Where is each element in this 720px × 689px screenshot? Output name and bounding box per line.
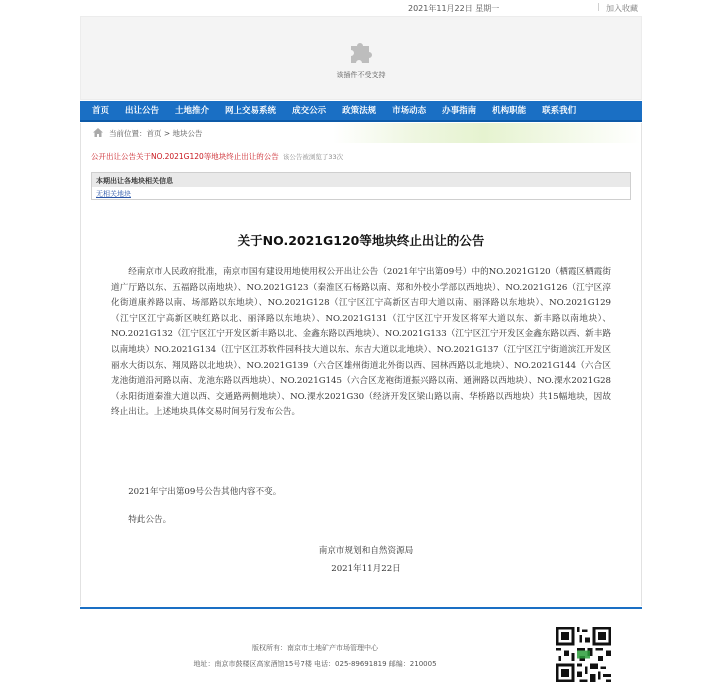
article-title: 关于NO.2021G120等地块终止出让的公告 — [237, 233, 485, 248]
notice-title: 公开出让公告关于NO.2021G120等地块终止出让的公告 — [91, 152, 279, 161]
main-nav — [80, 101, 642, 122]
main-content — [80, 123, 642, 606]
nav-item-land-promotion[interactable]: 土地推介 — [175, 106, 210, 116]
qr-code-icon — [556, 627, 611, 682]
nav-item-transfer-notice[interactable]: 出让公告 — [125, 106, 160, 116]
article-paragraph: 2021年宁出第09号公告其他内容不变。 — [128, 487, 282, 497]
nav-item-market-news[interactable]: 市场动态 — [392, 106, 427, 116]
article-paragraph: 特此公告。 — [128, 514, 172, 525]
breadcrumb: 当前位置：首页 > 地块公告 — [109, 129, 203, 138]
parcel-info-link[interactable]: 无相关地块 — [96, 190, 131, 198]
current-date: 2021年11月22日 星期一 — [408, 4, 500, 13]
footer-divider — [80, 607, 642, 609]
parcel-info-box — [91, 172, 631, 200]
breadcrumb-bar — [81, 123, 641, 143]
nav-item-policies[interactable]: 政策法规 — [342, 106, 377, 116]
top-bar — [80, 0, 642, 16]
top-bar-separator: | — [597, 2, 600, 11]
nav-item-service-guide[interactable]: 办事指南 — [442, 106, 477, 116]
plugin-unsupported-text: 该插件不受支持 — [336, 71, 386, 79]
address-text: 地址：南京市鼓楼区高家酒馆15号7楼 电话：025-89691819 邮编：210005 — [193, 660, 437, 668]
date-text: 2021年11月22日 — [331, 564, 401, 574]
home-icon — [93, 128, 103, 137]
add-favorite-link[interactable]: 加入收藏 — [606, 4, 638, 13]
article-body — [111, 265, 611, 528]
parcel-info-header: 本期出让各地块相关信息 — [92, 173, 630, 187]
nav-item-organization[interactable]: 机构职能 — [492, 106, 527, 116]
puzzle-piece-icon — [347, 37, 375, 65]
view-count: 该公告被浏览了33次 — [282, 153, 344, 161]
nav-item-deal-publicity[interactable]: 成交公示 — [292, 106, 327, 116]
banner-plugin-area — [80, 16, 642, 100]
nav-item-online-trading[interactable]: 网上交易系统 — [225, 106, 277, 116]
signature-text: 南京市规划和自然资源局 — [318, 546, 414, 556]
nav-item-home[interactable]: 首页 — [92, 106, 110, 116]
copyright-text: 版权所有：南京市土地矿产市场管理中心 — [252, 644, 378, 652]
nav-item-contact[interactable]: 联系我们 — [542, 106, 577, 116]
notice-title-line — [91, 151, 343, 162]
article-paragraph: 经南京市人民政府批准，南京市国有建设用地使用权公开出让公告（2021年宁出第09号）中的NO.2021G120（栖霞区栖霞街道广厅路以东、五福路以南地块）、NO.2021G123（秦淮区石杨路以南、郑和外校小学部以西地块）、NO.2021G126（江宁区淳化街道康养路以南、场部路以东地块）、NO.2021G128（江宁区江宁高新区吉印大道以南、丽泽路以东地块）、NO.2021G129（江宁区江宁高新区映红路以北、丽泽路以东地块）、NO.2021G131（江宁区江宁开发区将军大道以东、新丰路以南地块）、NO.2021G132（江宁区江宁开发区新丰路以北、金鑫东路以西地块）、NO.2021G133（江宁区江宁开发区金鑫东路以西、新丰路以南地块）NO.2021G134（江宁区江苏软件园科技大道以东、东吉大道以北地块）、NO.2021G137（江宁区江宁街道滨江开发区丽水大街以东、翔凤路以北地块）、NO.2021G139（六合区雄州街道北外街以西、园林西路以北地块）、NO.2021G144（六合区龙池街道沿河路以南、龙池东路以西地块）、NO.2021G145（六合区龙袍街道振兴路以南、通洲路以西地块）、NO.溧水2021G28（永阳街道秦淮大道以西、交通路两侧地块）、NO.溧水2021G30（经济开发区梁山路以南、华桥路以西地块）共15幅地块，因故终止出让。上述地块具体交易时间另行发布公告。 — [111, 267, 611, 418]
